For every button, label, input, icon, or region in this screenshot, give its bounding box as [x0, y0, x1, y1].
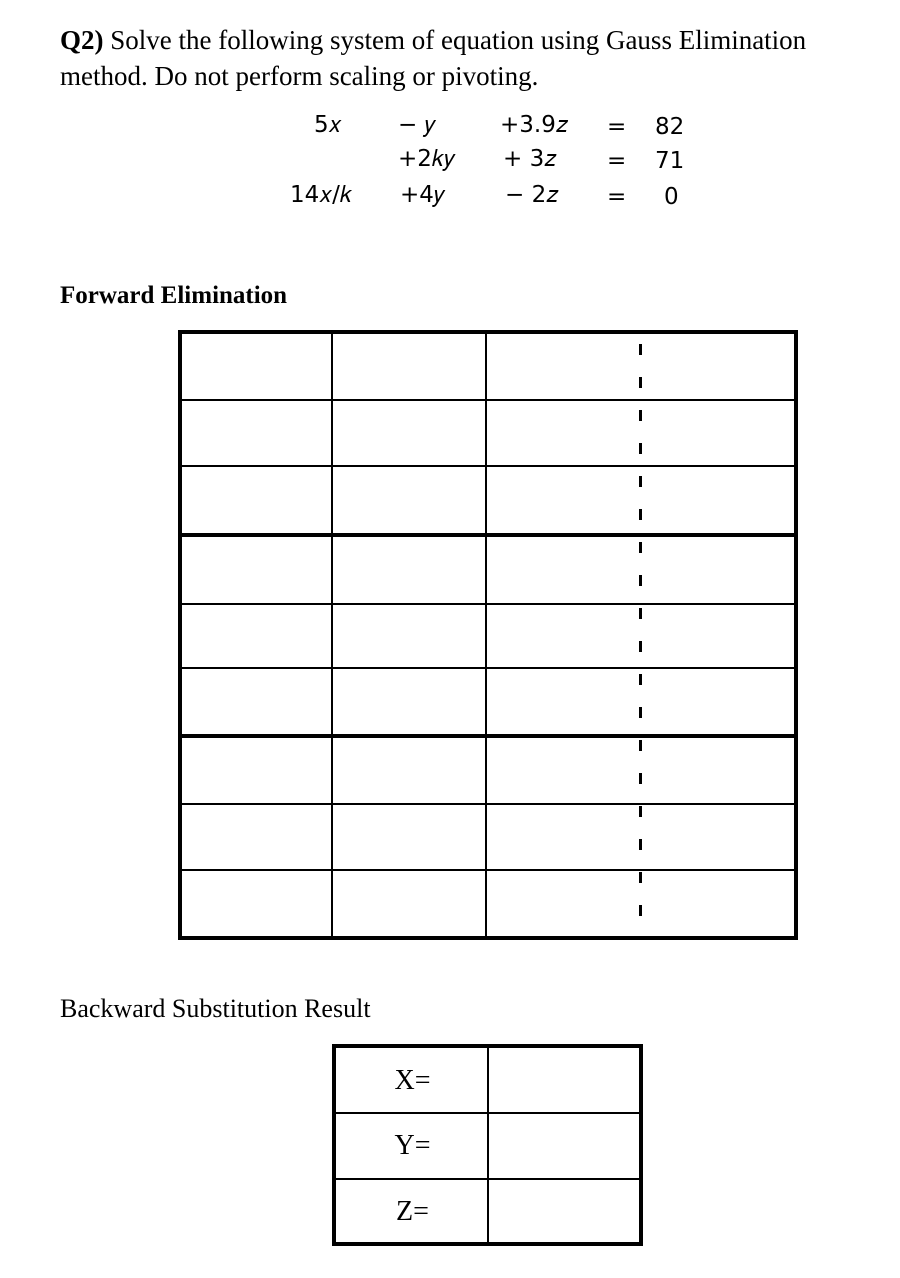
backward-substitution-heading: Backward Substitution Result: [60, 994, 371, 1023]
eq1-y-term: − 𝑦: [398, 112, 436, 138]
result-row-line: [336, 1178, 639, 1180]
eq1-rhs: 82: [655, 114, 685, 140]
y-result-label: Y=: [394, 1130, 431, 1161]
grid-section-line: [178, 533, 798, 537]
grid-col-line: [331, 330, 333, 940]
forward-elimination-grid: [178, 330, 798, 940]
backward-substitution-table: [332, 1044, 643, 1246]
question-text: [60, 22, 890, 94]
eq3-z-term: − 2𝑧: [505, 182, 559, 208]
grid-col-line: [485, 330, 487, 940]
eq2-y-term: +2𝑘𝑦: [398, 146, 455, 172]
x-result-label: X=: [394, 1065, 431, 1096]
grid-row-line: [178, 603, 798, 605]
grid-frame: [178, 330, 798, 940]
eq3-x-term: 14𝑥/𝑘: [290, 182, 353, 208]
eq3-rhs: 0: [664, 184, 679, 210]
eq2-rhs: 71: [655, 148, 685, 174]
grid-row-line: [178, 869, 798, 871]
eq3-equals: =: [607, 184, 627, 210]
eq3-y-term: +4𝑦: [400, 182, 445, 208]
eq1-x-term: 5𝑥: [314, 112, 342, 138]
eq1-z-term: +3.9𝑧: [500, 112, 568, 138]
grid-row-line: [178, 667, 798, 669]
z-result-label: Z=: [396, 1196, 429, 1227]
question-line2: method. Do not perform scaling or pivoting.: [60, 61, 539, 91]
grid-section-line: [178, 734, 798, 738]
grid-row-line: [178, 465, 798, 467]
eq1-equals: =: [607, 114, 627, 140]
forward-elimination-heading: Forward Elimination: [60, 282, 288, 309]
eq2-z-term: + 3𝑧: [503, 146, 557, 172]
eq2-equals: =: [607, 148, 627, 174]
grid-row-line: [178, 803, 798, 805]
grid-row-line: [178, 399, 798, 401]
result-row-line: [336, 1112, 639, 1114]
question-number: Q2): [60, 25, 104, 55]
question-line1: Solve the following system of equation using Gauss Elimination: [103, 25, 807, 55]
augmented-divider-dashed: [639, 344, 642, 940]
